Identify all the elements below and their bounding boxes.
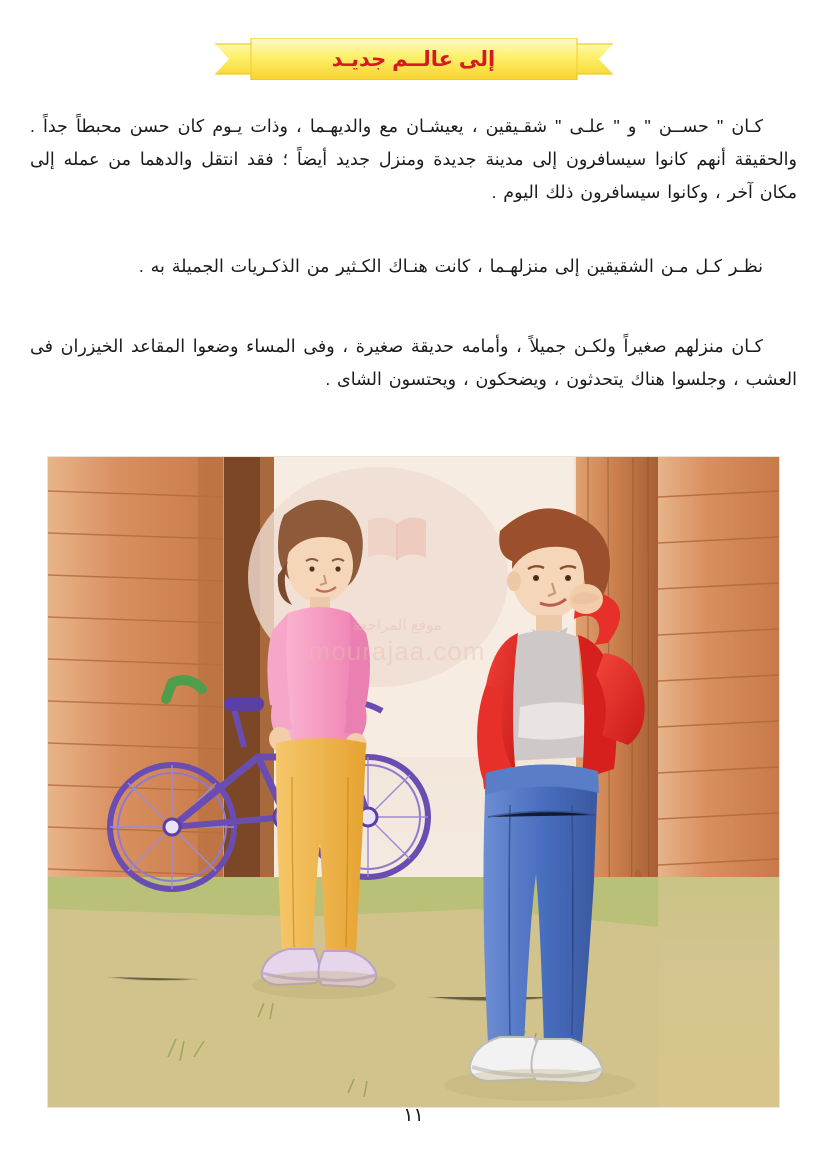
title-banner xyxy=(215,38,613,80)
ground xyxy=(48,877,779,1107)
paragraph-3: كـان منزلهم صغيراً ولكـن جميلاً ، وأمامه حديقة صغيرة ، وفى المساء وضعوا المقاعد الخيزران فى العشب ، وجلسوا هناك يتحدثون ، ويضحكون ، ويحتسون الشاى . xyxy=(30,336,797,389)
watermark-url: mourajaa.com xyxy=(308,635,486,666)
watermark-arabic-text: موقع المراجعة xyxy=(352,616,442,634)
title-banner-container xyxy=(0,38,827,80)
paragraph-2: نظـر كـل مـن الشقيقين إلى منزلهـما ، كانت هنـاك الكـثير من الذكـريات الجميلة به . xyxy=(138,256,763,276)
illustration-canvas xyxy=(48,457,779,1107)
paragraph-1: كـان " حســن " و " علـى " شقـيقين ، يعيشـان مع والديهـما ، وذات يـوم كان حسن محبطاً جداً . والحقيقة أنهم كانوا سيسافرون إلى مدينة جديدة ومنزل جديد أيضاً ؛ فقد انتقل والدهما من عمله إلى مكان آخر ، وكانوا سيسافرون ذلك اليوم . xyxy=(30,116,797,202)
body-text-block-1 xyxy=(30,110,797,215)
body-text-block-3 xyxy=(30,330,797,402)
page-title: إلى عالــم جديـد xyxy=(331,47,496,71)
page-number: ١١ xyxy=(403,1105,424,1126)
story-illustration xyxy=(48,457,779,1107)
body-text-block-2 xyxy=(30,250,797,289)
wooden-wall-left xyxy=(48,457,224,897)
